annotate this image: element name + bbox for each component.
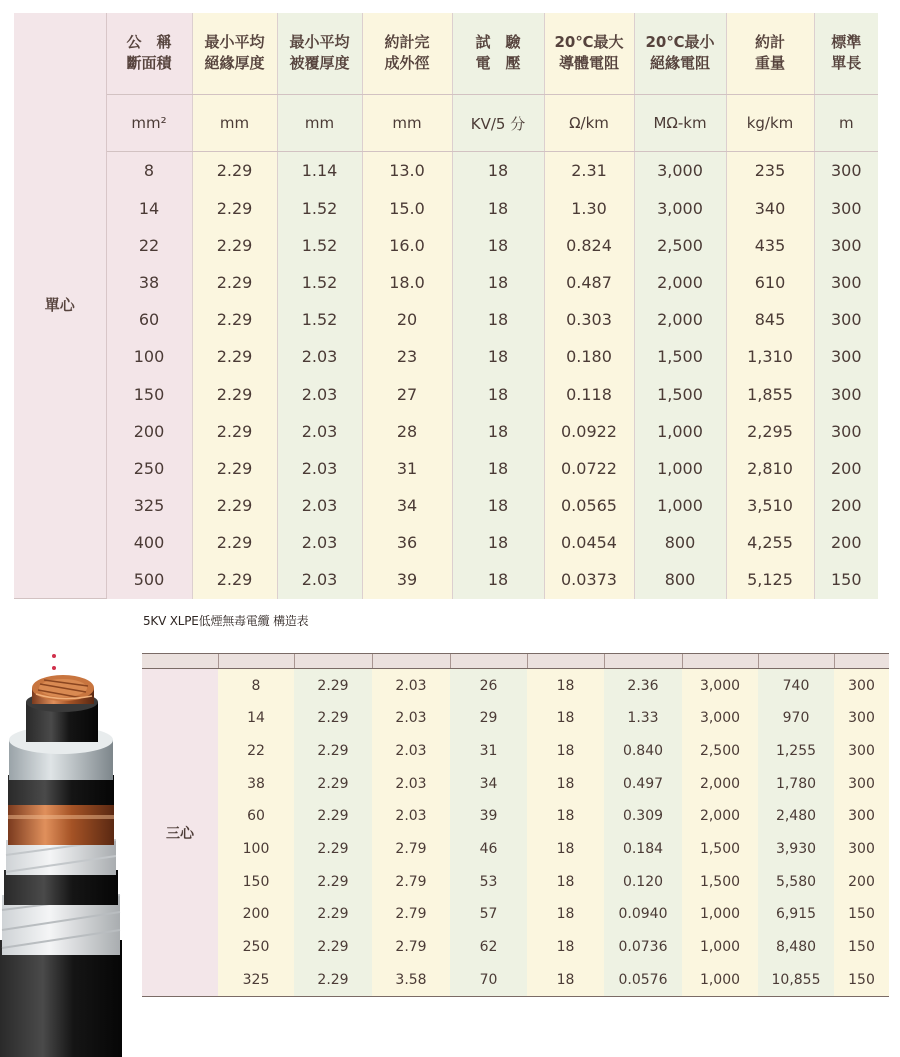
- table-row: [14, 227, 878, 264]
- table-cell: 15.0: [362, 190, 452, 227]
- table-cell: 1.52: [277, 264, 362, 301]
- table-cell: 1.30: [544, 190, 634, 227]
- table-cell: 2.03: [372, 735, 450, 768]
- table-cell: 1,500: [682, 833, 758, 866]
- header-strip: [142, 654, 889, 669]
- table-cell: 18: [527, 898, 604, 931]
- column-header-line: 約計: [754, 33, 785, 52]
- table-row: [142, 833, 889, 866]
- table-cell: 18: [452, 524, 544, 561]
- table-cell: 235: [726, 152, 814, 190]
- table-cell: 14: [106, 190, 192, 227]
- table-cell: 2.03: [372, 767, 450, 800]
- table-cell: 2.03: [372, 702, 450, 735]
- table-cell: 1,500: [682, 865, 758, 898]
- table-cell: 1,000: [682, 898, 758, 931]
- header-strip-cell: [682, 654, 758, 669]
- table-cell: 0.0576: [604, 963, 682, 996]
- table-cell: 435: [726, 227, 814, 264]
- header-strip-cell: [604, 654, 682, 669]
- table-cell: 2.03: [277, 338, 362, 375]
- table-cell: 1.52: [277, 227, 362, 264]
- table-cell: 150: [218, 865, 294, 898]
- column-header-line: 最小平均: [289, 33, 350, 52]
- table-row: [14, 487, 878, 524]
- table-cell: 8: [218, 669, 294, 702]
- table-cell: 150: [814, 561, 878, 598]
- table-cell: 1,855: [726, 375, 814, 412]
- column-header: [544, 13, 634, 94]
- table-cell: 18: [527, 833, 604, 866]
- table-cell: 300: [814, 375, 878, 412]
- table-cell: 3,000: [682, 702, 758, 735]
- table-cell: 2,000: [634, 264, 726, 301]
- column-header-line: 絕緣電阻: [649, 54, 710, 73]
- table-row: [14, 561, 878, 598]
- table-cell: 2,500: [682, 735, 758, 768]
- header-strip-cell: [527, 654, 604, 669]
- column-header: [192, 13, 277, 94]
- table-cell: 0.303: [544, 301, 634, 338]
- table-cell: 46: [450, 833, 527, 866]
- header-strip-cell: [372, 654, 450, 669]
- column-header: [814, 13, 878, 94]
- header-strip-cell: [218, 654, 294, 669]
- column-header: [634, 13, 726, 94]
- unit-row: [14, 94, 878, 152]
- table-cell: 300: [834, 735, 889, 768]
- table-cell: 2,000: [682, 767, 758, 800]
- table-cell: 1,500: [634, 375, 726, 412]
- table-cell: 300: [814, 301, 878, 338]
- table-cell: 38: [218, 767, 294, 800]
- unit-cell: Ω/km: [544, 94, 634, 152]
- table-cell: 18.0: [362, 264, 452, 301]
- column-header: [277, 13, 362, 94]
- column-header-line: 試 驗: [475, 33, 521, 52]
- table-row: [142, 669, 889, 702]
- table-cell: 18: [527, 800, 604, 833]
- table-cell: 18: [452, 264, 544, 301]
- unit-cell: m: [814, 94, 878, 152]
- table-cell: 2.03: [277, 487, 362, 524]
- table-cell: 100: [218, 833, 294, 866]
- table-cell: 1.33: [604, 702, 682, 735]
- column-header-line: 單長: [831, 54, 862, 73]
- table-cell: 0.840: [604, 735, 682, 768]
- table-cell: 5,125: [726, 561, 814, 598]
- column-header-line: 最小平均: [204, 33, 265, 52]
- table-cell: 2,480: [758, 800, 834, 833]
- table-cell: 1.52: [277, 301, 362, 338]
- table-cell: 200: [814, 524, 878, 561]
- table-cell: 0.0722: [544, 450, 634, 487]
- table-cell: 18: [527, 865, 604, 898]
- table-cell: 2.03: [372, 800, 450, 833]
- table-cell: 2.29: [192, 152, 277, 190]
- table-cell: 8: [106, 152, 192, 190]
- header-strip-cell: [758, 654, 834, 669]
- table-row: [142, 898, 889, 931]
- table-cell: 2.29: [294, 931, 372, 964]
- table-row: [14, 152, 878, 190]
- table-cell: 39: [450, 800, 527, 833]
- column-header-line: 成外徑: [384, 54, 430, 73]
- table-row: [142, 931, 889, 964]
- table-cell: 1,310: [726, 338, 814, 375]
- table-cell: 2.29: [294, 800, 372, 833]
- table-cell: 0.180: [544, 338, 634, 375]
- table-cell: 2.29: [192, 524, 277, 561]
- table-cell: 2.29: [192, 561, 277, 598]
- table-cell: 0.0373: [544, 561, 634, 598]
- column-header-line: 被覆厚度: [289, 54, 350, 73]
- table-cell: 2.31: [544, 152, 634, 190]
- table-cell: 325: [218, 963, 294, 996]
- table-cell: 2.29: [192, 450, 277, 487]
- table-cell: 2.29: [294, 833, 372, 866]
- unit-cell: mm²: [106, 94, 192, 152]
- table-cell: 2.29: [192, 375, 277, 412]
- table-cell: 38: [106, 264, 192, 301]
- table-cell: 1,000: [634, 413, 726, 450]
- table-cell: 200: [814, 487, 878, 524]
- table-cell: 4,255: [726, 524, 814, 561]
- table-cell: 2.03: [277, 450, 362, 487]
- table-cell: 62: [450, 931, 527, 964]
- section-label-three-core: 三心: [142, 669, 218, 997]
- table-cell: 2.29: [294, 702, 372, 735]
- table-cell: 2.29: [294, 735, 372, 768]
- table-cell: 150: [834, 898, 889, 931]
- header-strip-cell: [834, 654, 889, 669]
- table-row: [14, 450, 878, 487]
- table-cell: 325: [106, 487, 192, 524]
- table-cell: 100: [106, 338, 192, 375]
- table-cell: 200: [834, 865, 889, 898]
- unit-cell: KV/5 分: [452, 94, 544, 152]
- table-cell: 16.0: [362, 227, 452, 264]
- table-cell: 3,000: [634, 190, 726, 227]
- table-cell: 36: [362, 524, 452, 561]
- column-header-line: 電 壓: [475, 54, 521, 73]
- table-row: [142, 865, 889, 898]
- table-cell: 2.03: [372, 669, 450, 702]
- table-cell: 60: [106, 301, 192, 338]
- column-header-line: 20℃最小: [645, 33, 715, 52]
- table-cell: 18: [527, 669, 604, 702]
- table-cell: 250: [106, 450, 192, 487]
- column-header: [452, 13, 544, 94]
- unit-cell: MΩ-km: [634, 94, 726, 152]
- table-cell: 3,930: [758, 833, 834, 866]
- table-cell: 1,000: [634, 450, 726, 487]
- table-cell: 22: [218, 735, 294, 768]
- table-cell: 2.29: [192, 301, 277, 338]
- column-header-line: 公 稱: [126, 33, 172, 52]
- header-strip-cell: [294, 654, 372, 669]
- unit-cell: mm: [362, 94, 452, 152]
- table-cell: 2.79: [372, 931, 450, 964]
- table-cell: 1.14: [277, 152, 362, 190]
- table-cell: 2,295: [726, 413, 814, 450]
- table-row: [142, 735, 889, 768]
- table-row: [142, 963, 889, 996]
- table-cell: 0.309: [604, 800, 682, 833]
- column-header-line: 約計完: [384, 33, 430, 52]
- table-cell: 2,000: [682, 800, 758, 833]
- table-cell: 2,810: [726, 450, 814, 487]
- table-cell: 300: [814, 227, 878, 264]
- table-cell: 1,500: [634, 338, 726, 375]
- table-cell: 300: [814, 264, 878, 301]
- table-cell: 610: [726, 264, 814, 301]
- table-cell: 2.03: [277, 375, 362, 412]
- single-core-table: [14, 13, 878, 599]
- table-cell: 2.29: [192, 413, 277, 450]
- table-cell: 57: [450, 898, 527, 931]
- table-row: [14, 413, 878, 450]
- table-cell: 39: [362, 561, 452, 598]
- table-cell: 0.0736: [604, 931, 682, 964]
- table-cell: 3.58: [372, 963, 450, 996]
- table-cell: 31: [450, 735, 527, 768]
- table-cell: 740: [758, 669, 834, 702]
- table-cell: 18: [527, 735, 604, 768]
- table-cell: 2.29: [192, 190, 277, 227]
- table-cell: 400: [106, 524, 192, 561]
- table-cell: 200: [218, 898, 294, 931]
- table-cell: 1,000: [682, 931, 758, 964]
- table-cell: 10,855: [758, 963, 834, 996]
- table-cell: 300: [814, 190, 878, 227]
- table-row: [14, 524, 878, 561]
- table-cell: 300: [834, 702, 889, 735]
- table-cell: 1,000: [682, 963, 758, 996]
- table-cell: 3,510: [726, 487, 814, 524]
- table-cell: 150: [834, 931, 889, 964]
- table-cell: 5,580: [758, 865, 834, 898]
- table-cell: 14: [218, 702, 294, 735]
- table-cell: 300: [834, 767, 889, 800]
- table-cell: 60: [218, 800, 294, 833]
- table-cell: 0.497: [604, 767, 682, 800]
- table-cell: 2.29: [294, 767, 372, 800]
- table-cell: 845: [726, 301, 814, 338]
- column-header-line: 絕緣厚度: [204, 54, 265, 73]
- table-cell: 29: [450, 702, 527, 735]
- table-cell: 18: [452, 152, 544, 190]
- table-cell: 2,500: [634, 227, 726, 264]
- table-cell: 2.29: [294, 865, 372, 898]
- header-row: [14, 13, 878, 94]
- table-cell: 200: [106, 413, 192, 450]
- table-cell: 0.184: [604, 833, 682, 866]
- table-cell: 340: [726, 190, 814, 227]
- table-cell: 22: [106, 227, 192, 264]
- table-row: [142, 800, 889, 833]
- table-cell: 0.487: [544, 264, 634, 301]
- table-cell: 18: [452, 450, 544, 487]
- column-header-line: 斷面積: [126, 54, 172, 73]
- table-cell: 2.79: [372, 833, 450, 866]
- table-cell: 1.52: [277, 190, 362, 227]
- column-header-line: 標準: [831, 33, 862, 52]
- table-cell: 1,255: [758, 735, 834, 768]
- table-cell: 0.118: [544, 375, 634, 412]
- unit-cell: kg/km: [726, 94, 814, 152]
- table-cell: 3,000: [634, 152, 726, 190]
- table-cell: 18: [452, 190, 544, 227]
- table-cell: 28: [362, 413, 452, 450]
- table-cell: 53: [450, 865, 527, 898]
- table-cell: 18: [452, 561, 544, 598]
- table-cell: 150: [106, 375, 192, 412]
- table-cell: 800: [634, 561, 726, 598]
- table-cell: 0.0922: [544, 413, 634, 450]
- table-cell: 18: [452, 227, 544, 264]
- table-cell: 23: [362, 338, 452, 375]
- table-row: [14, 338, 878, 375]
- table-cell: 500: [106, 561, 192, 598]
- table-cell: 18: [452, 375, 544, 412]
- column-header-line: 20℃最大: [554, 33, 624, 52]
- table-cell: 0.0454: [544, 524, 634, 561]
- table-cell: 250: [218, 931, 294, 964]
- column-header-line: 重量: [754, 54, 785, 73]
- table-cell: 8,480: [758, 931, 834, 964]
- table-cell: 2.29: [294, 963, 372, 996]
- table-cell: 18: [527, 767, 604, 800]
- table-cell: 0.0940: [604, 898, 682, 931]
- table-cell: 970: [758, 702, 834, 735]
- table-cell: 1,000: [634, 487, 726, 524]
- table-cell: 34: [362, 487, 452, 524]
- table-cell: 6,915: [758, 898, 834, 931]
- table-cell: 300: [834, 833, 889, 866]
- table-cell: 200: [814, 450, 878, 487]
- table-cell: 2.29: [192, 338, 277, 375]
- column-header-line: 導體電阻: [558, 54, 619, 73]
- table-caption: 5KV XLPE低煙無毒電纜 構造表: [143, 614, 309, 628]
- table-cell: 300: [814, 152, 878, 190]
- table-cell: 2.29: [294, 898, 372, 931]
- table-cell: 13.0: [362, 152, 452, 190]
- table-cell: 300: [814, 413, 878, 450]
- table-cell: 2.79: [372, 865, 450, 898]
- section-label-single-core: 單心: [14, 13, 106, 599]
- table-cell: 18: [527, 931, 604, 964]
- table-row: [142, 767, 889, 800]
- table-cell: 31: [362, 450, 452, 487]
- table-row: [14, 301, 878, 338]
- table-row: [14, 264, 878, 301]
- table-cell: 18: [452, 487, 544, 524]
- table-cell: 70: [450, 963, 527, 996]
- table-cell: 18: [527, 963, 604, 996]
- table-cell: 300: [814, 338, 878, 375]
- header-strip-cell: [142, 654, 218, 669]
- three-core-table: [142, 653, 889, 997]
- table-row: [14, 190, 878, 227]
- table-cell: 18: [452, 413, 544, 450]
- table-cell: 300: [834, 669, 889, 702]
- cable-cross-section-image: [0, 640, 140, 1057]
- table-cell: 2.29: [294, 669, 372, 702]
- table-cell: 0.824: [544, 227, 634, 264]
- table-cell: 3,000: [682, 669, 758, 702]
- table-cell: 150: [834, 963, 889, 996]
- table-cell: 2.29: [192, 227, 277, 264]
- table-cell: 0.120: [604, 865, 682, 898]
- table-cell: 2.79: [372, 898, 450, 931]
- table-row: [142, 702, 889, 735]
- table-cell: 2.29: [192, 264, 277, 301]
- table-cell: 2.29: [192, 487, 277, 524]
- table-cell: 18: [452, 301, 544, 338]
- table-cell: 2.36: [604, 669, 682, 702]
- column-header: [362, 13, 452, 94]
- table-cell: 27: [362, 375, 452, 412]
- table-cell: 26: [450, 669, 527, 702]
- table-cell: 0.0565: [544, 487, 634, 524]
- table-cell: 2.03: [277, 561, 362, 598]
- table-cell: 18: [452, 338, 544, 375]
- table-cell: 2,000: [634, 301, 726, 338]
- header-strip-cell: [450, 654, 527, 669]
- table-cell: 34: [450, 767, 527, 800]
- column-header: [106, 13, 192, 94]
- unit-cell: mm: [277, 94, 362, 152]
- table-cell: 2.03: [277, 524, 362, 561]
- table-cell: 300: [834, 800, 889, 833]
- table-cell: 1,780: [758, 767, 834, 800]
- table-cell: 20: [362, 301, 452, 338]
- table-cell: 800: [634, 524, 726, 561]
- unit-cell: mm: [192, 94, 277, 152]
- column-header: [726, 13, 814, 94]
- table-row: [14, 375, 878, 412]
- table-cell: 18: [527, 702, 604, 735]
- table-cell: 2.03: [277, 413, 362, 450]
